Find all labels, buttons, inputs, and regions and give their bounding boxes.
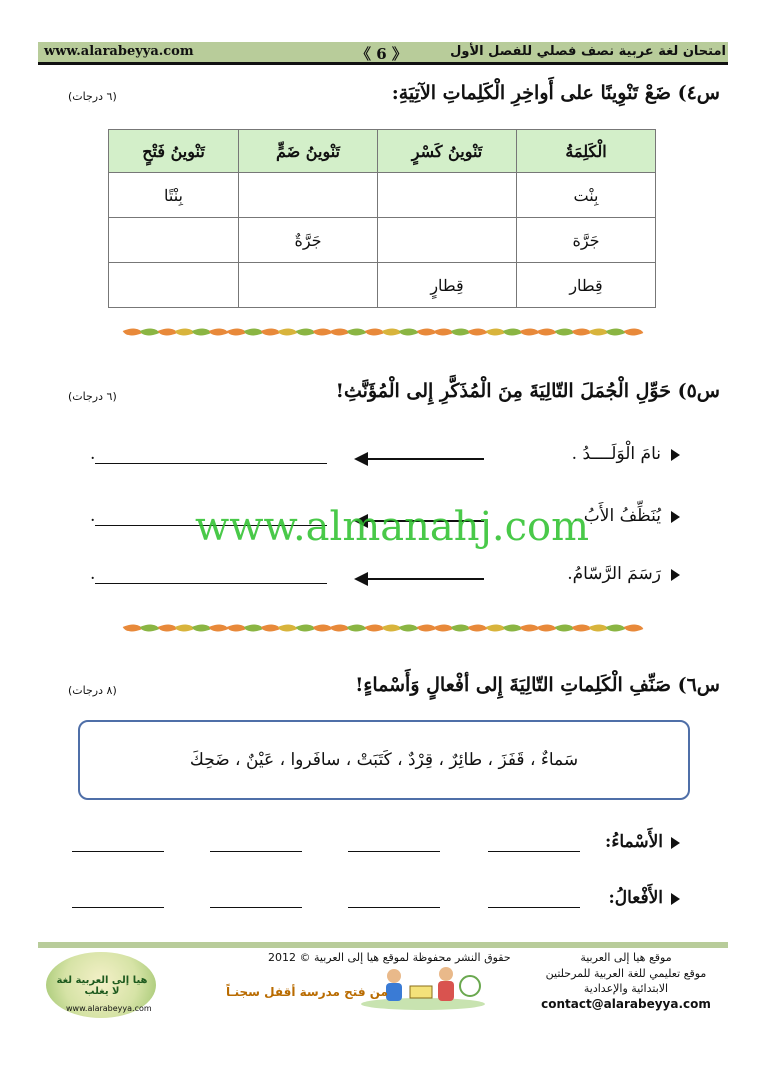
table-cell [239, 173, 378, 218]
q4-title: س٤) ضَعْ تَنْوِينًا على أَواخِرِ الْكَلِماتِ الآتِيَةِ: [391, 82, 720, 104]
col-header-kasr: تَنْوينُ كَسْرٍ [378, 130, 517, 173]
noun-blank[interactable] [348, 850, 440, 852]
exam-title: امتحان لغة عربية نصف فصلي للفصل الأول [450, 44, 726, 59]
footer-site-desc-1: موقع تعليمي للغة العربية للمرحلتين [545, 967, 707, 980]
table-cell: قِطار [517, 263, 656, 308]
sentence-3 [567, 564, 680, 584]
leaf-icon [433, 620, 453, 636]
leaf-icon [606, 620, 626, 636]
leaf-border-divider [124, 618, 642, 638]
leaf-icon [157, 620, 177, 636]
logo-url: www.alarabeyya.com [66, 1004, 152, 1013]
bullet-triangle-icon [671, 449, 680, 461]
nouns-label-text: الأَسْماءُ: [605, 832, 663, 852]
leaf-icon [537, 324, 557, 340]
verb-blank[interactable] [210, 906, 302, 908]
word-bank-box [78, 720, 690, 800]
bullet-triangle-icon [671, 893, 680, 905]
table-row [109, 173, 656, 218]
table-cell: قِطارٍ [378, 263, 517, 308]
noun-blank[interactable] [488, 850, 580, 852]
footer-site-desc-2: الابتدائية والإعدادية [583, 982, 669, 995]
q6-degrees: (٨ درجات) [68, 684, 117, 697]
sentence-1 [572, 444, 680, 464]
table-cell: بِنْتًا [109, 173, 239, 218]
footer-bar [38, 942, 728, 948]
col-header-word: الْكَلِمَةُ [517, 130, 656, 173]
leaf-icon [468, 620, 488, 636]
leaf-icon [416, 324, 436, 340]
slogan-text: من فتح مدرسة أقفل سجنـاً [226, 985, 388, 999]
table-header-row [109, 130, 656, 173]
table-cell: بِنْت [517, 173, 656, 218]
header-site-url: www.alarabeyya.com [44, 44, 194, 59]
logo-text: هيا إلى العربية لغة لا يغلب [56, 975, 148, 997]
page-number: 《 6 》 [356, 45, 407, 63]
left-arrow-icon [356, 578, 484, 580]
leaf-icon [433, 324, 453, 340]
leaf-icon [364, 324, 384, 340]
copyright-text: حقوق النشر محفوظة لموقع هيا إلى العربية © 2012 [268, 951, 511, 964]
verb-blank[interactable] [348, 906, 440, 908]
nouns-label [605, 832, 680, 852]
sentence-text: نامَ الْوَلَــــدُ . [571, 444, 661, 464]
q5-degrees: (٦ درجات) [68, 390, 117, 403]
leaf-icon [364, 620, 384, 636]
leaf-border-divider [124, 322, 642, 342]
leaf-icon [554, 620, 574, 636]
leaf-icon [623, 620, 643, 636]
leaf-icon [606, 324, 626, 340]
sentence-text: يُنَظِّفُ الأَبُ . [572, 506, 661, 526]
watermark-text: www.almanahj.com [195, 504, 590, 550]
table-cell: جَرَّة [517, 218, 656, 263]
leaf-icon [554, 324, 574, 340]
table-row [109, 263, 656, 308]
leaf-icon [278, 324, 298, 340]
table-cell: جَرَّةٌ [239, 218, 378, 263]
contact-email-link[interactable]: contact@alarabeyya.com [541, 997, 711, 1011]
leaf-icon [295, 620, 315, 636]
bullet-triangle-icon [671, 569, 680, 581]
sentence-text: رَسَمَ الرَّسّامُ. [567, 564, 661, 584]
leaf-icon [295, 324, 315, 340]
bullet-triangle-icon [671, 837, 680, 849]
noun-blank[interactable] [72, 850, 164, 852]
verbs-label [608, 888, 680, 908]
q4-degrees: (٦ درجات) [68, 90, 117, 103]
leaf-icon [140, 324, 160, 340]
leaf-icon [278, 620, 298, 636]
table-row [109, 218, 656, 263]
left-arrow-icon [356, 458, 484, 460]
leaf-icon [226, 620, 246, 636]
leaf-icon [209, 620, 229, 636]
table-cell [378, 218, 517, 263]
table-cell [378, 173, 517, 218]
page-number-value: 6 [376, 45, 387, 63]
leaf-icon [623, 324, 643, 340]
leaf-icon [157, 324, 177, 340]
leaf-icon [140, 620, 160, 636]
table-cell [239, 263, 378, 308]
leaf-icon [416, 620, 436, 636]
answer-line-3[interactable]: . [90, 564, 327, 584]
answer-line-1[interactable]: . [90, 444, 327, 464]
leaf-icon [537, 620, 557, 636]
bullet-triangle-icon [671, 511, 680, 523]
leaf-icon [226, 324, 246, 340]
leaf-icon [209, 324, 229, 340]
verb-blank[interactable] [488, 906, 580, 908]
q6-title: س٦) صَنِّفِ الْكَلِماتِ التّالِيَةَ إِلى أفْعالٍ وَأَسْماءٍ! [355, 674, 720, 696]
leaf-icon [468, 324, 488, 340]
leaf-icon [399, 620, 419, 636]
leaf-icon [399, 324, 419, 340]
q5-title: س٥) حَوِّلِ الْجُمَلَ التّالِيَةَ مِنَ الْمُذَكَّرِ إِلى الْمُؤَنَّثِ! [335, 380, 720, 402]
tanween-table [108, 129, 656, 308]
word-bank-text: سَماءٌ ، قَفَزَ ، طائِرٌ ، قِرْدٌ ، كَتَبَتْ ، سافَروا ، عَيْنٌ ، ضَحِكَ [189, 750, 579, 770]
leaf-icon [485, 620, 505, 636]
leaf-icon [485, 324, 505, 340]
leaf-icon [347, 620, 367, 636]
table-cell [109, 218, 239, 263]
col-header-fath: تَنْوينُ فَتْحٍ [109, 130, 239, 173]
col-header-damm: تَنْوينُ ضَمٍّ [239, 130, 378, 173]
verbs-label-text: الأَفْعالُ: [608, 888, 663, 908]
verb-blank[interactable] [72, 906, 164, 908]
table-cell [109, 263, 239, 308]
answer-line-2[interactable]: . [90, 506, 327, 526]
leaf-icon [347, 324, 367, 340]
footer-site-name: موقع هيا إلى العربية [580, 951, 672, 964]
noun-blank[interactable] [210, 850, 302, 852]
